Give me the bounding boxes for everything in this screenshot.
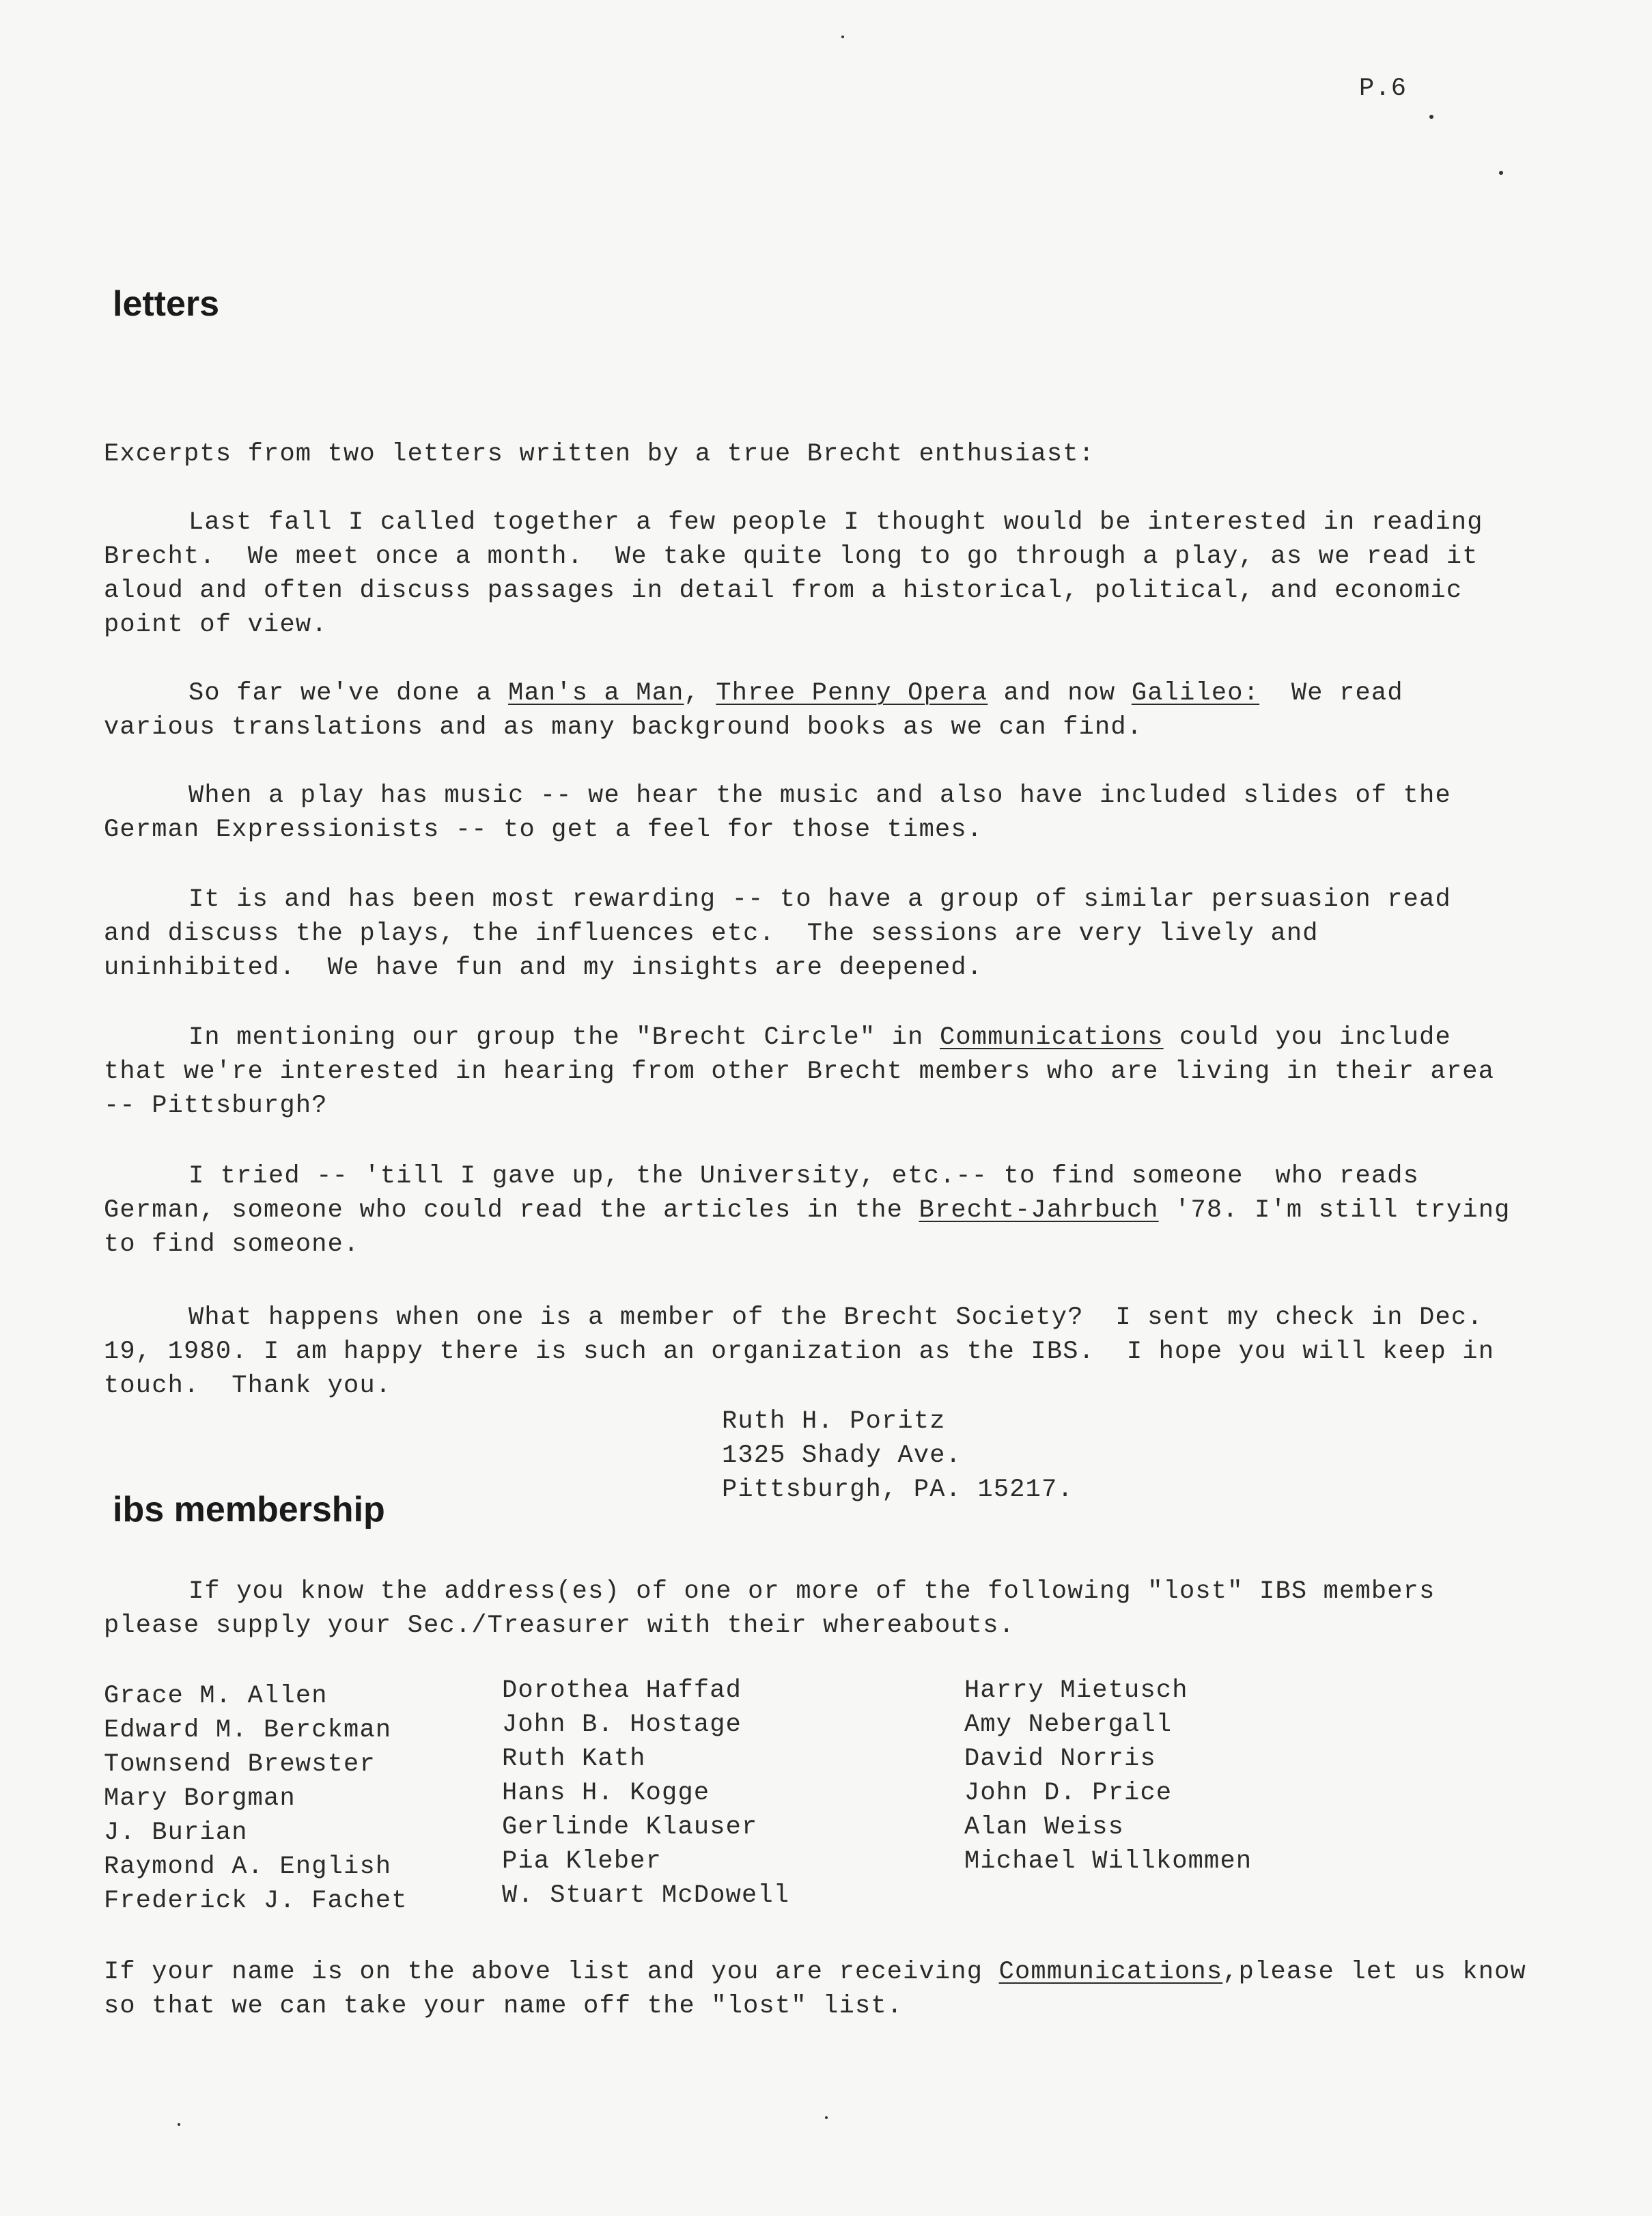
title-mans-a-man: Man's a Man: [508, 679, 684, 708]
letter-paragraph-6: [104, 1159, 1526, 1262]
list-item: Hans H. Kogge: [502, 1779, 710, 1808]
membership-footer: [104, 1955, 1543, 2023]
letter-paragraph-7: What happens when one is a member of the Brecht Society? I sent my check in Dec. 19, 1980. I am happy there is such an organization as the IBS. I hope you will keep in touch. Thank you.: [104, 1303, 1511, 1400]
list-item: Pia Kleber: [502, 1847, 662, 1876]
title-communications-footer: Communications: [998, 1958, 1223, 1986]
letter-paragraph-1: Last fall I called together a few people I thought would be interested in reading Brecht. We meet once a month. We take quite long to go through a play, as we read it aloud and often discuss passages in detail from a historical, political, and economic point of view.: [104, 508, 1500, 639]
list-item: Edward M. Berckman: [104, 1716, 392, 1745]
footer-text-after: ,please let us know so that we can take your name off the "lost" list.: [104, 1958, 1543, 2021]
letter-paragraph-4: It is and has been most rewarding -- to have a group of similar persuasion read and discuss the plays, the influences etc. The sessions are very lively and uninhibited. We have fun and my insights are deepened.: [104, 885, 1468, 982]
list-item: John B. Hostage: [502, 1711, 742, 1739]
letter-paragraph-3: When a play has music -- we hear the music and also have included slides of the German Expressionists -- to get a feel for those times.: [104, 781, 1468, 844]
title-communications: Communications: [939, 1023, 1164, 1052]
paper-speck: [1499, 171, 1503, 175]
lost-members-column-1: [104, 1679, 408, 1918]
list-item: Gerlinde Klauser: [502, 1813, 758, 1842]
list-item: Raymond A. English: [104, 1853, 392, 1881]
paper-speck: [825, 2116, 828, 2119]
membership-intro: If you know the address(es) of one or more of the following "lost" IBS members please supply your Sec./Treasurer with their whereabouts.: [104, 1577, 1451, 1640]
list-item: Townsend Brewster: [104, 1750, 376, 1779]
list-item: Alan Weiss: [964, 1813, 1125, 1842]
list-item: Ruth Kath: [502, 1745, 646, 1773]
list-item: Amy Nebergall: [964, 1711, 1173, 1739]
signature-city: Pittsburgh, PA. 15217.: [722, 1476, 1074, 1504]
letters-heading: letters: [113, 284, 220, 324]
letter-paragraph-5: [104, 1021, 1511, 1123]
list-item: John D. Price: [964, 1779, 1173, 1808]
list-item: Frederick J. Fachet: [104, 1887, 408, 1915]
signature-street: 1325 Shady Ave.: [722, 1441, 962, 1470]
letter-paragraph-2: [104, 676, 1511, 745]
p2-separator-1: ,: [684, 679, 716, 708]
list-item: W. Stuart McDowell: [502, 1881, 790, 1910]
p2-text-after: We read various translations and as many background books as we can find.: [104, 679, 1420, 742]
page-number: P.6: [1359, 74, 1408, 103]
paper-speck: [841, 36, 844, 38]
signature-block: [722, 1404, 1074, 1507]
title-galileo: Galileo:: [1131, 679, 1260, 708]
list-item: Mary Borgman: [104, 1784, 296, 1813]
p2-separator-2: and now: [988, 679, 1132, 708]
list-item: Harry Mietusch: [964, 1676, 1188, 1705]
signature-name: Ruth H. Poritz: [722, 1407, 946, 1436]
letters-intro: Excerpts from two letters written by a true Brecht enthusiast:: [104, 440, 1095, 469]
lost-members-column-2: [502, 1674, 789, 1913]
p6-text-after: '78. I'm still trying to find someone.: [104, 1196, 1526, 1259]
paper-speck: [178, 2123, 180, 2126]
lost-members-column-3: [964, 1674, 1252, 1879]
list-item: Dorothea Haffad: [502, 1676, 742, 1705]
title-three-penny-opera: Three Penny Opera: [716, 679, 988, 708]
p6-text-before: I tried -- 'till I gave up, the University, etc.-- to find someone who reads German, someone who could read the articles in the: [104, 1162, 1436, 1225]
list-item: David Norris: [964, 1745, 1156, 1773]
p2-text-before: So far we've done a: [188, 679, 509, 708]
footer-text-before: If your name is on the above list and you are receiving: [104, 1958, 999, 1986]
title-brecht-jahrbuch: Brecht-Jahrbuch: [919, 1196, 1159, 1225]
list-item: J. Burian: [104, 1818, 248, 1847]
membership-heading: ibs membership: [113, 1490, 385, 1529]
list-item: Grace M. Allen: [104, 1682, 328, 1711]
list-item: Michael Willkommen: [964, 1847, 1252, 1876]
p5-text-after: could you include that we're interested in hearing from other Brecht members who are living in their area -- Pittsburgh?: [104, 1023, 1511, 1120]
paper-speck: [1429, 115, 1433, 119]
p5-text-before: In mentioning our group the "Brecht Circle" in: [188, 1023, 940, 1052]
